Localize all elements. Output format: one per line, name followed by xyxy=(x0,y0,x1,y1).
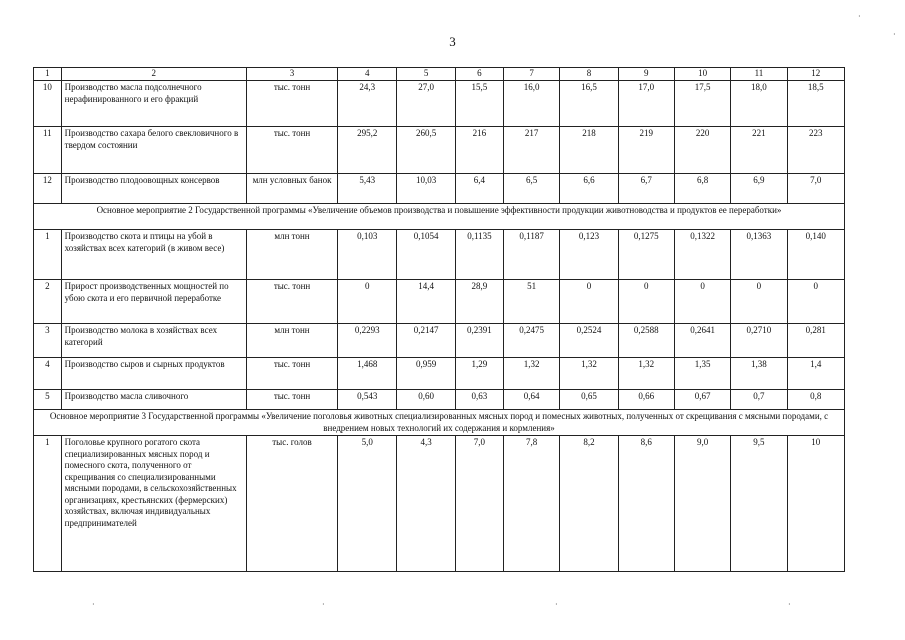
value-cell: 0 xyxy=(560,280,618,324)
table-row xyxy=(34,280,845,324)
value-cell: 0,2293 xyxy=(338,324,397,358)
value-cell: 0,2588 xyxy=(618,324,674,358)
indicator-name: Производство скота и птицы на убой в хозяйствах всех категорий (в живом весе) xyxy=(61,230,246,280)
value-cell: 28,9 xyxy=(455,280,503,324)
table-row xyxy=(34,436,845,572)
table-row xyxy=(34,174,845,204)
value-cell: 7,0 xyxy=(455,436,503,572)
table-row xyxy=(34,127,845,174)
value-cell: 0,2391 xyxy=(455,324,503,358)
value-cell: 218 xyxy=(560,127,618,174)
indicator-name: Производство сыров и сырных продуктов xyxy=(61,358,246,390)
value-cell: 18,0 xyxy=(731,81,787,127)
table-row xyxy=(34,358,845,390)
value-cell: 18,5 xyxy=(787,81,844,127)
value-cell: 6,5 xyxy=(503,174,559,204)
value-cell: 10 xyxy=(787,436,844,572)
value-cell: 295,2 xyxy=(338,127,397,174)
unit-cell: тыс. голов xyxy=(246,436,337,572)
value-cell: 0,7 xyxy=(731,390,787,410)
indicator-name: Производство молока в хозяйствах всех категорий xyxy=(61,324,246,358)
value-cell: 0,64 xyxy=(503,390,559,410)
unit-cell: млн условных банок xyxy=(246,174,337,204)
table-row xyxy=(34,390,845,410)
row-number: 3 xyxy=(34,324,62,358)
column-number: 4 xyxy=(338,68,397,81)
indicator-name: Производство масла сливочного xyxy=(61,390,246,410)
value-cell: 6,7 xyxy=(618,174,674,204)
column-number: 12 xyxy=(787,68,844,81)
value-cell: 15,5 xyxy=(455,81,503,127)
value-cell: 24,3 xyxy=(338,81,397,127)
value-cell: 0,60 xyxy=(397,390,455,410)
value-cell: 6,4 xyxy=(455,174,503,204)
unit-cell: тыс. тонн xyxy=(246,358,337,390)
value-cell: 16,5 xyxy=(560,81,618,127)
value-cell: 0,8 xyxy=(787,390,844,410)
value-cell: 17,0 xyxy=(618,81,674,127)
scan-mark: · xyxy=(893,30,896,39)
value-cell: 0,1054 xyxy=(397,230,455,280)
row-number: 5 xyxy=(34,390,62,410)
column-number: 2 xyxy=(61,68,246,81)
value-cell: 8,2 xyxy=(560,436,618,572)
value-cell: 221 xyxy=(731,127,787,174)
value-cell: 6,6 xyxy=(560,174,618,204)
value-cell: 1,4 xyxy=(787,358,844,390)
page-number: 3 xyxy=(449,34,456,49)
table-row xyxy=(34,230,845,280)
value-cell: 9,5 xyxy=(731,436,787,572)
value-cell: 0,63 xyxy=(455,390,503,410)
value-cell: 6,8 xyxy=(674,174,730,204)
section-title: Основное мероприятие 3 Государственной программы «Увеличение поголовья животных специализированных мясных пород и помесных животных, полученных от скрещивания с мясными породами, с внедрением новых технологий их содержания и кормления» xyxy=(34,410,845,436)
value-cell: 0,2524 xyxy=(560,324,618,358)
value-cell: 8,6 xyxy=(618,436,674,572)
value-cell: 0,67 xyxy=(674,390,730,410)
value-cell: 27,0 xyxy=(397,81,455,127)
value-cell: 0 xyxy=(338,280,397,324)
value-cell: 216 xyxy=(455,127,503,174)
row-number: 12 xyxy=(34,174,62,204)
value-cell: 7,0 xyxy=(787,174,844,204)
value-cell: 217 xyxy=(503,127,559,174)
value-cell: 17,5 xyxy=(674,81,730,127)
value-cell: 220 xyxy=(674,127,730,174)
value-cell: 0,140 xyxy=(787,230,844,280)
value-cell: 1,32 xyxy=(618,358,674,390)
scan-mark: · xyxy=(858,12,861,21)
column-number: 11 xyxy=(731,68,787,81)
indicator-name: Производство сахара белого свекловичного в твердом состоянии xyxy=(61,127,246,174)
column-number: 6 xyxy=(455,68,503,81)
value-cell: 0,65 xyxy=(560,390,618,410)
value-cell: 0,2475 xyxy=(503,324,559,358)
value-cell: 1,38 xyxy=(731,358,787,390)
value-cell: 219 xyxy=(618,127,674,174)
value-cell: 223 xyxy=(787,127,844,174)
column-number: 3 xyxy=(246,68,337,81)
value-cell: 5,43 xyxy=(338,174,397,204)
value-cell: 0 xyxy=(731,280,787,324)
unit-cell: млн тонн xyxy=(246,324,337,358)
value-cell: 0 xyxy=(618,280,674,324)
column-number: 10 xyxy=(674,68,730,81)
scan-mark: · xyxy=(322,600,325,609)
indicator-name: Производство плодоовощных консервов xyxy=(61,174,246,204)
value-cell: 0,2641 xyxy=(674,324,730,358)
column-number: 5 xyxy=(397,68,455,81)
value-cell: 0,123 xyxy=(560,230,618,280)
indicator-name: Поголовье крупного рогатого скота специализированных мясных пород и помесного скота, полученного от скрещивания со специализированными мясными породами, в сельскохозяйственных организациях, крестьянских (фермерских) хозяйствах, включая индивидуальных предпринимателей xyxy=(61,436,246,572)
column-number-row xyxy=(34,68,845,81)
column-number: 7 xyxy=(503,68,559,81)
value-cell: 10,03 xyxy=(397,174,455,204)
value-cell: 0,281 xyxy=(787,324,844,358)
value-cell: 0 xyxy=(674,280,730,324)
indicator-name: Производство масла подсолнечного нерафинированного и его фракций xyxy=(61,81,246,127)
value-cell: 4,3 xyxy=(397,436,455,572)
value-cell: 5,0 xyxy=(338,436,397,572)
value-cell: 0,1135 xyxy=(455,230,503,280)
section-row xyxy=(34,410,845,436)
value-cell: 9,0 xyxy=(674,436,730,572)
value-cell: 7,8 xyxy=(503,436,559,572)
value-cell: 0,2710 xyxy=(731,324,787,358)
unit-cell: тыс. тонн xyxy=(246,390,337,410)
value-cell: 0,1275 xyxy=(618,230,674,280)
section-row xyxy=(34,204,845,230)
value-cell: 0,1187 xyxy=(503,230,559,280)
value-cell: 1,29 xyxy=(455,358,503,390)
value-cell: 6,9 xyxy=(731,174,787,204)
row-number: 4 xyxy=(34,358,62,390)
column-number: 1 xyxy=(34,68,62,81)
value-cell: 0,543 xyxy=(338,390,397,410)
value-cell: 16,0 xyxy=(503,81,559,127)
indicators-table xyxy=(33,67,845,572)
row-number: 1 xyxy=(34,230,62,280)
row-number: 11 xyxy=(34,127,62,174)
value-cell: 51 xyxy=(503,280,559,324)
value-cell: 0,1322 xyxy=(674,230,730,280)
column-number: 9 xyxy=(618,68,674,81)
column-number: 8 xyxy=(560,68,618,81)
scan-mark: · xyxy=(92,600,95,609)
value-cell: 0,103 xyxy=(338,230,397,280)
row-number: 10 xyxy=(34,81,62,127)
table-row xyxy=(34,324,845,358)
value-cell: 0,66 xyxy=(618,390,674,410)
section-title: Основное мероприятие 2 Государственной программы «Увеличение объемов производства и повышение эффективности продукции животноводства и продуктов ее переработки» xyxy=(34,204,845,230)
row-number: 1 xyxy=(34,436,62,572)
value-cell: 1,32 xyxy=(503,358,559,390)
indicator-name: Прирост производственных мощностей по убою скота и его первичной переработке xyxy=(61,280,246,324)
value-cell: 0,1363 xyxy=(731,230,787,280)
value-cell: 14,4 xyxy=(397,280,455,324)
unit-cell: тыс. тонн xyxy=(246,280,337,324)
value-cell: 0,2147 xyxy=(397,324,455,358)
table-row xyxy=(34,81,845,127)
scan-mark: · xyxy=(788,600,791,609)
unit-cell: тыс. тонн xyxy=(246,81,337,127)
scan-mark: · xyxy=(555,600,558,609)
value-cell: 0,959 xyxy=(397,358,455,390)
unit-cell: тыс. тонн xyxy=(246,127,337,174)
row-number: 2 xyxy=(34,280,62,324)
value-cell: 260,5 xyxy=(397,127,455,174)
unit-cell: млн тонн xyxy=(246,230,337,280)
value-cell: 0 xyxy=(787,280,844,324)
value-cell: 1,35 xyxy=(674,358,730,390)
value-cell: 1,468 xyxy=(338,358,397,390)
value-cell: 1,32 xyxy=(560,358,618,390)
